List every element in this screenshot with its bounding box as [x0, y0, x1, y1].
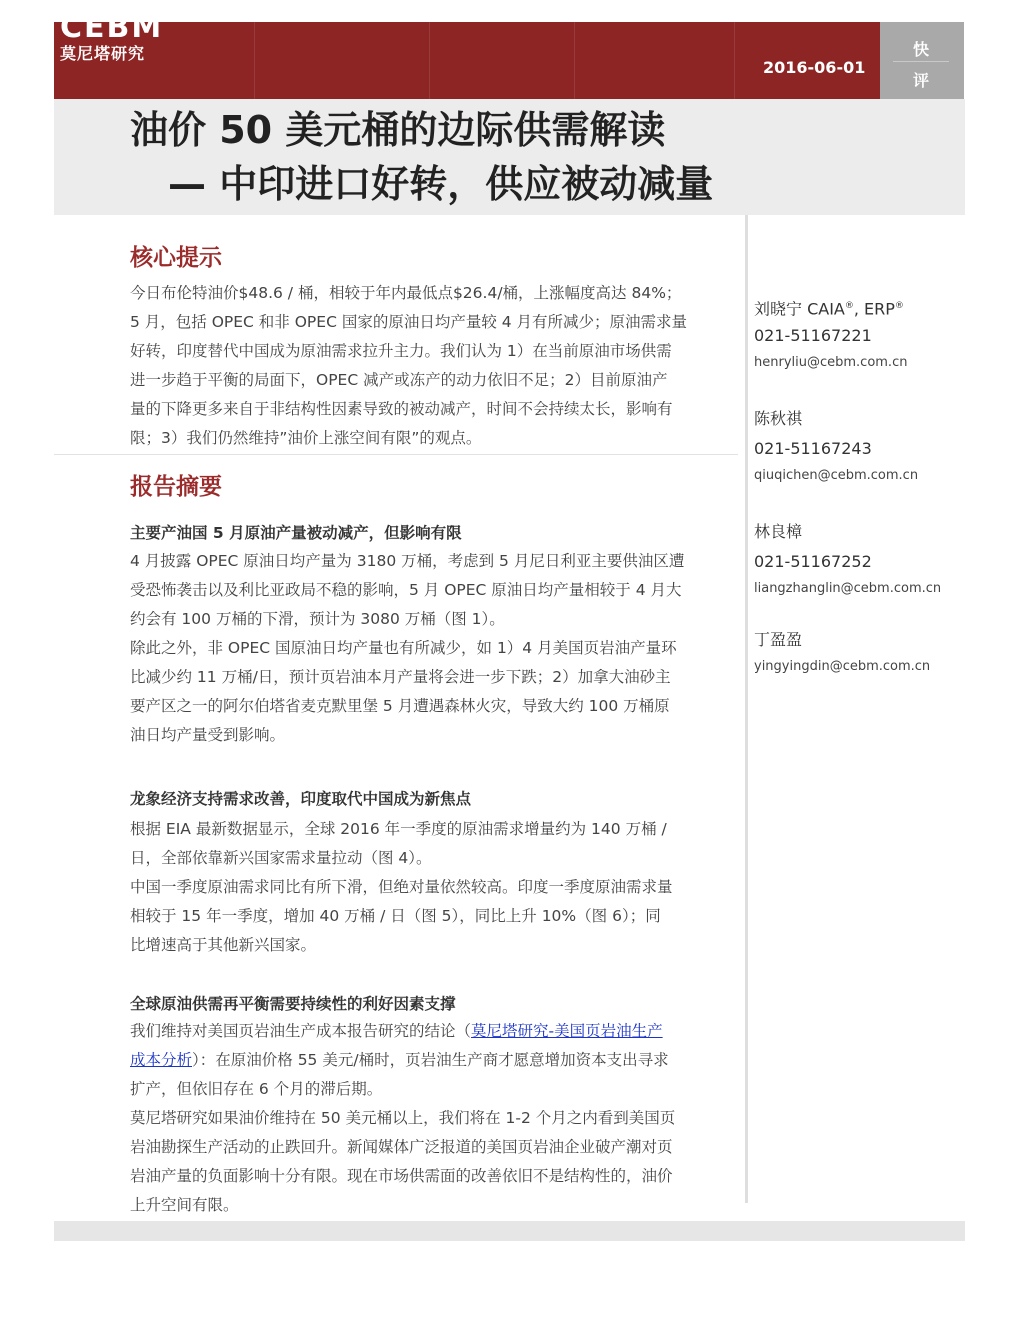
- text-line: 受恐怖袭击以及利比亚政局不稳的影响，5 月 OPEC 原油日均产量相较于 4 月大: [130, 581, 682, 599]
- header-divider: [254, 22, 255, 99]
- text-line: [130, 1046, 738, 1075]
- analyst-name: 丁盈盈: [754, 630, 803, 649]
- registered-mark: ®: [894, 301, 904, 311]
- text-line: 进一步趋于平衡的局面下，OPEC 减产或冻产的动力依旧不足；2）目前原油产: [130, 371, 668, 389]
- section-3-title: 全球原油供需再平衡需要持续性的利好因素支撑: [130, 995, 456, 1013]
- text-line: 上升空间有限。: [130, 1196, 239, 1214]
- text-line: 限；3）我们仍然维持”油价上涨空间有限”的观点。: [130, 429, 482, 447]
- text-line: 中国一季度原油需求同比有所下滑，但绝对量依然较高。印度一季度原油需求量: [130, 878, 673, 896]
- report-date: 2016-06-01: [763, 58, 866, 77]
- footer-band: [54, 1221, 965, 1241]
- text-line: 比减少约 11 万桶/日，预计页岩油本月产量将会进一步下跌；2）加拿大油砂主: [130, 668, 671, 686]
- text-line: 要产区之一的阿尔伯塔省麦克默里堡 5 月遭遇森林火灾，导致大约 100 万桶原: [130, 697, 670, 715]
- report-link[interactable]: 成本分析: [130, 1051, 193, 1069]
- summary-heading: 报告摘要: [130, 474, 222, 500]
- cebm-logo: [60, 12, 220, 68]
- text-line: 扩产，但依旧存在 6 个月的滞后期。: [130, 1080, 383, 1098]
- tag-char-top: 快: [913, 40, 930, 59]
- analyst-name: 林良樟: [754, 522, 803, 541]
- logo-text-cn: 莫尼塔研究: [60, 44, 146, 63]
- text-line: 约会有 100 万桶的下滑，预计为 3080 万桶（图 1）。: [130, 610, 505, 628]
- divider-line: [120, 454, 738, 455]
- text-line: [130, 1017, 738, 1046]
- text-line: 根据 EIA 最新数据显示，全球 2016 年一季度的原油需求增量约为 140 万桶 /: [130, 820, 667, 838]
- text-fragment: ）：在原油价格 55 美元/桶时，页岩油生产商才愿意增加资本支出寻求: [192, 1051, 669, 1069]
- core-paragraph: [130, 279, 738, 453]
- header-divider: [734, 22, 735, 99]
- text-line: 油日均产量受到影响。: [130, 726, 286, 744]
- registered-mark: ®: [844, 301, 854, 311]
- section-2-title: 龙象经济支持需求改善，印度取代中国成为新焦点: [130, 790, 472, 808]
- section-2-body: [130, 815, 738, 960]
- column-divider: [745, 215, 748, 1203]
- analyst-phone: 021-51167243: [754, 439, 872, 458]
- analyst-name: 陈秋祺: [754, 409, 803, 428]
- core-heading: 核心提示: [130, 245, 222, 271]
- report-title: 油价 50 美元桶的边际供需解读: [130, 108, 666, 152]
- header-divider: [574, 22, 575, 99]
- report-link[interactable]: 莫尼塔研究-美国页岩油生产: [471, 1022, 663, 1040]
- text-line: 好转，印度替代中国成为原油需求拉升主力。我们认为 1）在当前原油市场供需: [130, 342, 672, 360]
- text-line: 岩油勘探生产活动的止跌回升。新闻媒体广泛报道的美国页岩油企业破产潮对页: [130, 1138, 673, 1156]
- text-line: 今日布伦特油价$48.6 / 桶，相较于年内最低点$26.4/桶，上涨幅度高达 84%；: [130, 284, 682, 302]
- text-line: 5 月，包括 OPEC 和非 OPEC 国家的原油日均产量较 4 月有所减少；原油需求量: [130, 313, 688, 331]
- logo-text-en: CEBM: [60, 10, 164, 45]
- analyst-email[interactable]: henryliu@cebm.com.cn: [754, 355, 908, 370]
- analyst-name: [754, 295, 904, 320]
- tag-char-bottom: 评: [913, 71, 930, 90]
- name-text: 刘晓宁 CAIA: [754, 299, 845, 319]
- text-fragment: 我们维持对美国页岩油生产成本报告研究的结论（: [130, 1022, 472, 1040]
- tag-separator: [893, 61, 949, 62]
- text-line: 相较于 15 年一季度，增加 40 万桶 / 日（图 5），同比上升 10%（图 6）；同: [130, 907, 661, 925]
- analyst-email[interactable]: qiuqichen@cebm.com.cn: [754, 468, 919, 483]
- name-text: , ERP: [853, 299, 895, 319]
- analyst-email[interactable]: liangzhanglin@cebm.com.cn: [754, 581, 942, 596]
- text-line: 日，全部依靠新兴国家需求量拉动（图 4）。: [130, 849, 432, 867]
- text-line: 比增速高于其他新兴国家。: [130, 936, 317, 954]
- divider-line: [54, 454, 120, 455]
- analyst-email[interactable]: yingyingdin@cebm.com.cn: [754, 659, 931, 674]
- section-3-body: [130, 1017, 738, 1220]
- analyst-phone: 021-51167221: [754, 326, 872, 345]
- analyst-phone: 021-51167252: [754, 552, 872, 571]
- section-1-body: [130, 547, 738, 750]
- text-line: 莫尼塔研究如果油价维持在 50 美元桶以上，我们将在 1-2 个月之内看到美国页: [130, 1109, 676, 1127]
- text-line: 岩油产量的负面影响十分有限。现在市场供需面的改善依旧不是结构性的，油价: [130, 1167, 673, 1185]
- header-divider: [429, 22, 430, 99]
- report-subtitle: — 中印进口好转，供应被动减量: [168, 162, 714, 206]
- section-1-title: 主要产油国 5 月原油产量被动减产，但影响有限: [130, 524, 462, 542]
- text-line: 量的下降更多来自于非结构性因素导致的被动减产，时间不会持续太长，影响有: [130, 400, 673, 418]
- text-line: 4 月披露 OPEC 原油日均产量为 3180 万桶，考虑到 5 月尼日利亚主要供油区遭: [130, 552, 685, 570]
- text-line: 除此之外，非 OPEC 国原油日均产量也有所减少，如 1）4 月美国页岩油产量环: [130, 639, 677, 657]
